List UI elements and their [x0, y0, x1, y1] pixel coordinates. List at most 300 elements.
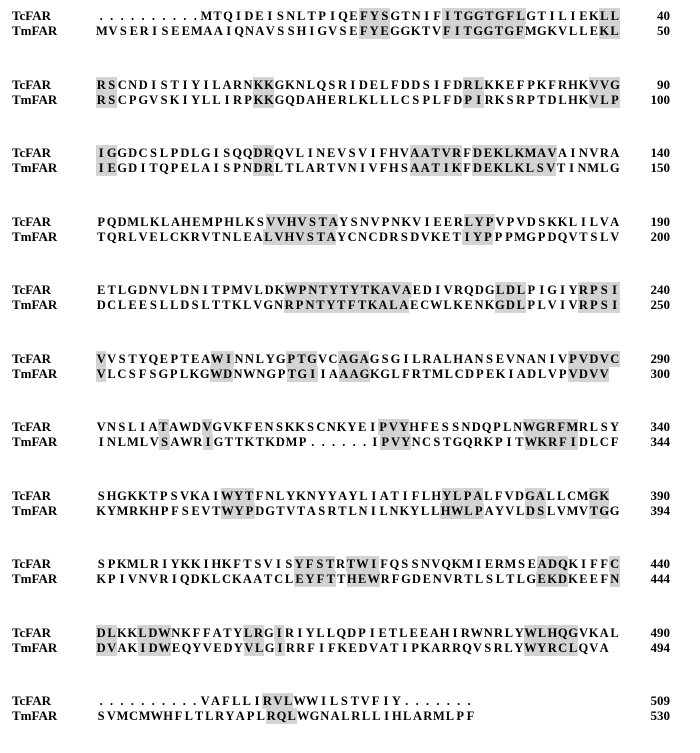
sequence-residues: [96, 503, 620, 519]
residue: A: [401, 283, 411, 297]
residue: K: [370, 283, 381, 297]
residue: Q: [462, 640, 472, 655]
residue: D: [378, 229, 388, 244]
residue: K: [399, 503, 410, 518]
residue: S: [170, 488, 178, 503]
residue: [485, 693, 495, 709]
residue: N: [577, 161, 587, 175]
residue: I: [275, 640, 285, 656]
sequence-residues: [96, 571, 620, 587]
residue: L: [329, 694, 339, 708]
residue: Y: [442, 488, 452, 503]
residue: V: [399, 146, 409, 160]
residue: S: [538, 214, 546, 229]
residue: T: [307, 9, 316, 23]
residue: L: [232, 694, 241, 708]
residue: S: [285, 557, 293, 571]
residue: E: [409, 625, 418, 640]
residue: I: [508, 366, 514, 381]
residue: R: [327, 503, 337, 518]
residue: F: [359, 24, 368, 38]
residue: Q: [285, 92, 295, 107]
residue: W: [178, 420, 192, 434]
residue: Y: [349, 283, 359, 297]
residue: P: [494, 435, 503, 449]
residue: L: [504, 161, 514, 175]
residue: V: [360, 694, 370, 708]
residue: T: [442, 435, 452, 449]
residue: T: [337, 298, 346, 312]
residue: Q: [316, 77, 327, 92]
residue: S: [307, 420, 314, 434]
residue: L: [537, 625, 547, 640]
residue: S: [118, 420, 126, 434]
residue: K: [547, 24, 558, 38]
residue: .: [311, 435, 315, 449]
residue: V: [108, 24, 118, 38]
residue: A: [537, 557, 547, 571]
residue: Q: [481, 420, 492, 434]
residue: M: [116, 709, 129, 723]
residue: T: [326, 572, 336, 586]
residue: F: [379, 146, 388, 160]
residue: L: [403, 709, 412, 723]
residue: E: [181, 24, 190, 38]
residue-position: 530: [650, 708, 670, 723]
residue: K: [599, 488, 610, 503]
residue: L: [212, 77, 221, 92]
residue: A: [359, 351, 369, 366]
residue: V: [420, 229, 430, 244]
residue: C: [169, 229, 179, 244]
residue: T: [494, 24, 504, 38]
residue: L: [139, 435, 149, 449]
residue: F: [360, 9, 368, 23]
residue: P: [537, 229, 546, 244]
residue: S: [149, 298, 157, 312]
residue: Q: [148, 351, 159, 366]
residue: R: [423, 709, 433, 723]
residue: C: [599, 435, 609, 449]
residue: L: [159, 298, 169, 312]
residue: F: [233, 557, 241, 571]
residue: T: [285, 161, 294, 175]
residue: L: [372, 709, 381, 723]
residue: Q: [389, 557, 400, 571]
residue: L: [107, 366, 116, 381]
residue: V: [558, 351, 568, 366]
residue: T: [296, 503, 306, 518]
residue: L: [516, 9, 525, 23]
residue: L: [558, 92, 567, 107]
residue: V: [578, 625, 588, 640]
residue: L: [201, 298, 210, 312]
residue: G: [317, 24, 328, 38]
sequence-residues: [96, 351, 620, 367]
residue: L: [516, 572, 525, 586]
residue: A: [464, 351, 474, 366]
residue: L: [107, 625, 116, 640]
residue: G: [117, 161, 127, 175]
residue: N: [516, 351, 526, 366]
residue: A: [599, 625, 609, 640]
residue: R: [453, 214, 463, 229]
residue: .: [172, 9, 176, 23]
sequence-name: TcFAR: [12, 282, 51, 297]
residue: T: [319, 283, 328, 297]
residue: R: [463, 77, 473, 92]
residue: [505, 693, 515, 709]
residue: S: [484, 640, 492, 655]
residue: C: [221, 572, 231, 586]
residue: S: [506, 92, 514, 107]
residue: E: [128, 298, 137, 312]
residue: T: [453, 9, 463, 23]
residue: Q: [464, 283, 474, 297]
residue: K: [557, 214, 568, 229]
residue: V: [148, 572, 158, 586]
residue: P: [160, 503, 169, 518]
residue: T: [97, 229, 106, 244]
residue: A: [328, 366, 338, 381]
residue: Y: [265, 351, 275, 366]
sequence-name: TmFAR: [12, 160, 58, 175]
residue: P: [484, 229, 492, 244]
residue: H: [453, 351, 464, 366]
residue: N: [244, 351, 254, 366]
alignment-row: [0, 282, 700, 298]
residue: F: [174, 709, 183, 723]
residue: E: [180, 161, 190, 175]
residue: T: [234, 435, 244, 449]
residue: H: [568, 92, 578, 107]
residue: T: [170, 77, 179, 92]
residue: L: [295, 161, 304, 175]
residue: K: [484, 77, 495, 92]
residue: P: [169, 366, 178, 381]
residue: A: [558, 146, 568, 160]
residue: V: [317, 351, 327, 366]
residue: K: [253, 92, 264, 107]
residue: L: [474, 572, 484, 586]
residue: V: [274, 229, 284, 244]
residue: G: [106, 146, 117, 160]
residue: S: [277, 24, 285, 38]
residue: R: [548, 435, 558, 449]
residue: D: [505, 298, 515, 312]
residue: V: [391, 283, 401, 297]
residue: L: [610, 9, 619, 23]
residue: E: [295, 572, 304, 586]
residue: H: [181, 214, 191, 229]
residue: T: [194, 709, 204, 723]
residue: N: [316, 146, 326, 160]
residue: P: [298, 283, 307, 297]
residue: P: [214, 214, 223, 229]
residue: Y: [514, 640, 524, 655]
residue: A: [328, 214, 338, 229]
residue: V: [368, 640, 378, 655]
residue: A: [200, 488, 210, 503]
residue: K: [116, 625, 127, 640]
residue: H: [211, 557, 222, 571]
residue: P: [527, 92, 535, 107]
sequence-residues: [96, 23, 620, 39]
residue: G: [369, 351, 380, 366]
residue: I: [274, 625, 284, 641]
residue: E: [505, 77, 515, 92]
residue: T: [589, 503, 599, 518]
residue: T: [212, 503, 221, 518]
residue: Y: [305, 625, 315, 640]
residue: M: [190, 24, 203, 38]
residue: W: [524, 625, 537, 640]
residue: Q: [274, 146, 284, 160]
residue: F: [433, 9, 441, 23]
residue: S: [97, 488, 105, 503]
residue: I: [569, 161, 575, 175]
residue: K: [493, 161, 504, 175]
residue: K: [232, 298, 242, 312]
residue: C: [368, 229, 378, 244]
residue: K: [494, 92, 505, 107]
residue: I: [369, 625, 375, 640]
residue: I: [370, 503, 376, 518]
residue: M: [116, 503, 129, 518]
residue: L: [568, 214, 578, 229]
residue: S: [181, 503, 189, 518]
residue: D: [547, 92, 557, 107]
residue: W: [180, 435, 193, 449]
residue: F: [610, 435, 619, 449]
residue: I: [202, 283, 208, 297]
residue: S: [316, 557, 324, 571]
residue: S: [161, 24, 169, 38]
residue: Y: [494, 503, 504, 518]
residue: T: [243, 557, 252, 571]
residue-position: 509: [650, 693, 670, 708]
residue: I: [307, 146, 313, 160]
residue: Y: [391, 694, 401, 708]
residue: Y: [568, 283, 578, 297]
residue: W: [296, 709, 310, 723]
residue: Y: [170, 557, 180, 571]
residue: T: [223, 625, 232, 640]
residue: H: [163, 709, 174, 723]
residue: C: [117, 366, 127, 381]
residue: I: [297, 625, 303, 640]
residue: [609, 366, 619, 382]
residue: T: [346, 557, 356, 571]
residue: E: [213, 640, 222, 655]
residue: L: [589, 435, 599, 449]
residue: F: [328, 640, 336, 655]
residue: T: [350, 694, 359, 708]
residue: L: [600, 161, 609, 175]
residue: I: [182, 92, 188, 107]
residue: P: [107, 572, 116, 586]
residue: S: [339, 24, 347, 38]
residue: I: [560, 298, 565, 312]
residue: K: [285, 77, 295, 92]
residue: V: [432, 24, 442, 38]
residue: G: [609, 161, 620, 175]
residue: N: [610, 572, 620, 586]
residue: I: [203, 434, 213, 450]
residue: T: [421, 24, 431, 38]
residue: Q: [179, 572, 190, 586]
residue: P: [505, 229, 513, 244]
residue: I: [424, 9, 430, 23]
residue: R: [337, 92, 347, 107]
residue: L: [546, 503, 556, 518]
residue-position: 290: [650, 350, 670, 366]
residue: F: [443, 92, 452, 107]
residue: L: [610, 625, 619, 640]
residue: V: [96, 366, 106, 381]
residue: I: [182, 77, 188, 92]
residue: L: [169, 283, 179, 297]
residue: I: [402, 488, 408, 503]
residue: G: [452, 435, 463, 449]
residue: R: [389, 229, 399, 244]
residue: [516, 693, 526, 709]
residue: V: [441, 146, 451, 160]
residue: D: [579, 435, 589, 449]
residue: P: [128, 92, 137, 107]
alignment-row: [0, 160, 700, 176]
residue: R: [484, 92, 494, 107]
sequence-name: TmFAR: [12, 365, 58, 381]
residue: Q: [557, 625, 568, 640]
residue: V: [297, 214, 307, 229]
residue: [568, 693, 578, 709]
residue: L: [568, 640, 578, 655]
residue: .: [99, 9, 103, 23]
residue: Y: [369, 9, 379, 23]
residue: T: [431, 146, 440, 160]
residue: F: [171, 503, 179, 518]
residue: D: [190, 572, 200, 586]
residue: .: [436, 694, 440, 708]
residue: N: [264, 420, 274, 434]
sequence-name: TmFAR: [12, 502, 58, 518]
residue: A: [148, 420, 158, 434]
residue: V: [370, 214, 380, 229]
residue: Q: [462, 435, 473, 449]
residue: T: [388, 625, 398, 640]
residue: G: [526, 229, 537, 244]
residue: E: [138, 298, 148, 312]
residue: Y: [294, 557, 304, 571]
residue: A: [399, 298, 409, 312]
residue: Q: [159, 161, 169, 175]
residue: L: [557, 488, 566, 503]
residue: R: [296, 640, 306, 655]
residue: L: [464, 214, 473, 229]
residue: L: [610, 24, 619, 38]
residue: E: [527, 557, 536, 571]
residue: L: [191, 146, 200, 160]
residue: D: [192, 420, 202, 434]
residue: W: [524, 640, 537, 655]
residue: V: [431, 557, 441, 571]
residue: T: [212, 229, 221, 244]
residue: S: [308, 214, 316, 229]
residue: Y: [348, 488, 358, 503]
residue: L: [138, 625, 147, 640]
residue: L: [359, 488, 368, 503]
residue: P: [476, 366, 484, 381]
residue-position: 90: [657, 76, 670, 92]
sequence-residues: [96, 640, 620, 656]
residue: K: [337, 640, 348, 655]
residue: G: [390, 24, 400, 38]
residue: C: [400, 92, 410, 107]
residue: R: [453, 572, 463, 586]
residue: P: [485, 214, 494, 229]
residue: T: [326, 557, 335, 571]
residue: L: [391, 366, 400, 381]
residue: Q: [234, 24, 244, 38]
residue: M: [127, 557, 139, 571]
residue: D: [128, 161, 138, 175]
residue: [599, 693, 609, 709]
residue: [609, 640, 619, 656]
residue: [537, 708, 547, 724]
residue: T: [297, 351, 306, 366]
residue: .: [362, 435, 367, 449]
residue: L: [179, 366, 189, 381]
residue: E: [537, 572, 546, 586]
residue: .: [161, 694, 166, 708]
residue: S: [149, 366, 157, 381]
residue: H: [389, 146, 399, 160]
sequence-residues: [96, 282, 620, 298]
residue: I: [435, 283, 441, 297]
residue: I: [402, 640, 408, 655]
residue: Y: [369, 24, 379, 38]
residue: V: [568, 366, 578, 381]
residue: V: [589, 92, 599, 107]
residue: .: [331, 435, 336, 449]
residue: H: [106, 488, 117, 503]
residue: I: [213, 146, 219, 160]
residue: V: [358, 146, 368, 160]
residue: I: [140, 420, 146, 434]
residue: N: [389, 503, 399, 518]
residue: F: [411, 488, 420, 503]
residue: L: [254, 640, 264, 655]
residue: L: [546, 488, 555, 503]
residue: W: [158, 625, 171, 640]
residue: G: [212, 420, 223, 434]
residue: T: [149, 161, 158, 175]
residue: F: [371, 694, 380, 708]
residue: .: [457, 694, 461, 708]
residue: E: [327, 146, 336, 160]
residue: G: [494, 9, 505, 23]
residue: F: [494, 488, 503, 503]
alignment-row: [0, 708, 700, 724]
residue: L: [170, 298, 179, 312]
residue: .: [415, 694, 419, 708]
residue: T: [316, 298, 325, 312]
residue: N: [107, 420, 117, 434]
residue: N: [358, 503, 368, 518]
residue: M: [587, 161, 600, 175]
residue: E: [254, 420, 263, 434]
